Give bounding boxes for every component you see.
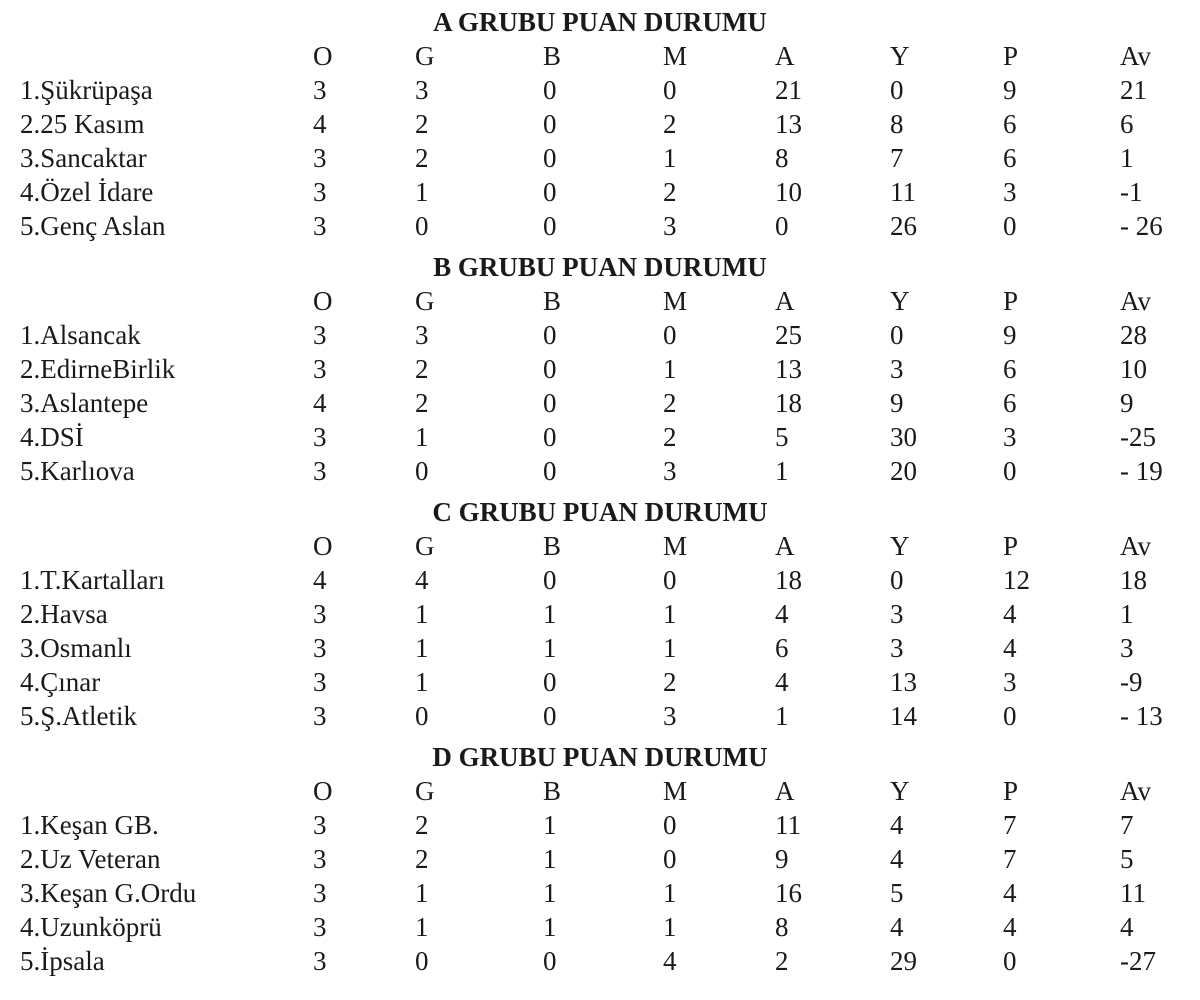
stat-cell: 0 xyxy=(543,565,557,595)
column-header: A xyxy=(775,286,795,316)
stat-cell: 1 xyxy=(1120,599,1134,629)
team-name: 5.Karlıova xyxy=(20,456,135,486)
stat-cell: 9 xyxy=(890,388,904,418)
stat-cell: 4 xyxy=(663,946,677,976)
stat-cell: 1 xyxy=(415,878,429,908)
team-name: 3.Sancaktar xyxy=(20,143,147,173)
stat-cell: 0 xyxy=(543,320,557,350)
stat-cell: 0 xyxy=(415,211,429,241)
stat-cell: 5 xyxy=(1120,844,1134,874)
team-name: 4.Özel İdare xyxy=(20,177,154,207)
stat-cell: 1 xyxy=(663,912,677,942)
stat-cell: 13 xyxy=(775,109,802,139)
stat-cell: 2 xyxy=(663,388,677,418)
stat-cell: 11 xyxy=(775,810,801,840)
column-header: Av xyxy=(1120,776,1151,806)
stat-cell: -27 xyxy=(1120,946,1156,976)
stat-cell: 1 xyxy=(415,667,429,697)
stat-cell: 9 xyxy=(1003,320,1017,350)
stat-cell: 1 xyxy=(663,354,677,384)
stat-cell: 1 xyxy=(415,599,429,629)
stat-cell: 3 xyxy=(313,633,327,663)
stat-cell: 4 xyxy=(1003,878,1017,908)
stat-cell: 3 xyxy=(313,456,327,486)
stat-cell: 0 xyxy=(663,810,677,840)
table-row xyxy=(0,421,1200,453)
stat-cell: 4 xyxy=(1003,599,1017,629)
stat-cell: 2 xyxy=(415,109,429,139)
team-name: 4.Çınar xyxy=(20,667,101,697)
table-row xyxy=(0,387,1200,419)
stat-cell: 8 xyxy=(890,109,904,139)
stat-cell: 20 xyxy=(890,456,917,486)
stat-cell: 3 xyxy=(313,177,327,207)
stat-cell: 0 xyxy=(543,456,557,486)
stat-cell: 10 xyxy=(775,177,802,207)
stat-cell: 3 xyxy=(313,599,327,629)
table-row xyxy=(0,911,1200,943)
stat-cell: 3 xyxy=(313,912,327,942)
stat-cell: 6 xyxy=(1120,109,1134,139)
stat-cell: 4 xyxy=(1003,633,1017,663)
column-header: A xyxy=(775,776,795,806)
stat-cell: 25 xyxy=(775,320,802,350)
stat-cell: 3 xyxy=(663,456,677,486)
team-name: 1.Alsancak xyxy=(20,320,141,350)
stat-cell: 16 xyxy=(775,878,802,908)
column-header: Y xyxy=(890,286,910,316)
column-header: B xyxy=(543,776,562,806)
stat-cell: 3 xyxy=(890,633,904,663)
column-header: B xyxy=(543,286,562,316)
stat-cell: 6 xyxy=(1003,388,1017,418)
stat-cell: 3 xyxy=(1003,422,1017,452)
stat-cell: 8 xyxy=(775,912,789,942)
table-row xyxy=(0,353,1200,385)
stat-cell: 9 xyxy=(1120,388,1134,418)
stat-cell: 0 xyxy=(1003,456,1017,486)
column-header: Y xyxy=(890,776,910,806)
stat-cell: 0 xyxy=(1003,701,1017,731)
stat-cell: - 26 xyxy=(1120,211,1163,241)
stat-cell: 4 xyxy=(775,667,789,697)
column-header-row xyxy=(0,530,1200,562)
stat-cell: 0 xyxy=(1003,211,1017,241)
column-header: G xyxy=(415,776,435,806)
column-header-row xyxy=(0,285,1200,317)
column-header: G xyxy=(415,41,435,71)
stat-cell: 1 xyxy=(543,844,557,874)
column-header: P xyxy=(1003,286,1019,316)
column-header: M xyxy=(663,286,688,316)
stat-cell: 3 xyxy=(415,320,429,350)
stat-cell: 6 xyxy=(1003,143,1017,173)
stat-cell: 0 xyxy=(543,667,557,697)
column-header: Y xyxy=(890,531,910,561)
stat-cell: 3 xyxy=(1003,177,1017,207)
stat-cell: 3 xyxy=(313,354,327,384)
stat-cell: 1 xyxy=(543,633,557,663)
stat-cell: 2 xyxy=(663,422,677,452)
stat-cell: 29 xyxy=(890,946,917,976)
stat-cell: 0 xyxy=(663,844,677,874)
table-row xyxy=(0,564,1200,596)
stat-cell: 3 xyxy=(313,422,327,452)
stat-cell: 1 xyxy=(415,422,429,452)
column-header: P xyxy=(1003,41,1019,71)
stat-cell: 9 xyxy=(1003,75,1017,105)
stat-cell: 1 xyxy=(543,878,557,908)
stat-cell: 0 xyxy=(775,211,789,241)
stat-cell: 0 xyxy=(543,75,557,105)
column-header: B xyxy=(543,531,562,561)
stat-cell: 18 xyxy=(1120,565,1147,595)
stat-cell: - 19 xyxy=(1120,456,1163,486)
stat-cell: 4 xyxy=(313,109,327,139)
table-row xyxy=(0,945,1200,977)
table-row xyxy=(0,319,1200,351)
stat-cell: 2 xyxy=(663,667,677,697)
stat-cell: 18 xyxy=(775,565,802,595)
stat-cell: 14 xyxy=(890,701,917,731)
stat-cell: 1 xyxy=(415,633,429,663)
stat-cell: 1 xyxy=(663,878,677,908)
stat-cell: 1 xyxy=(1120,143,1134,173)
team-name: 3.Keşan G.Ordu xyxy=(20,878,197,908)
stat-cell: 3 xyxy=(415,75,429,105)
stat-cell: 3 xyxy=(313,701,327,731)
stat-cell: 28 xyxy=(1120,320,1147,350)
stat-cell: 21 xyxy=(775,75,802,105)
table-row xyxy=(0,809,1200,841)
stat-cell: 6 xyxy=(775,633,789,663)
stat-cell: 0 xyxy=(543,946,557,976)
stat-cell: 3 xyxy=(313,320,327,350)
table-row xyxy=(0,176,1200,208)
stat-cell: 0 xyxy=(415,946,429,976)
team-name: 2.EdirneBirlik xyxy=(20,354,176,384)
stat-cell: 0 xyxy=(663,75,677,105)
stat-cell: 4 xyxy=(890,912,904,942)
stat-cell: 0 xyxy=(543,388,557,418)
stat-cell: 1 xyxy=(663,599,677,629)
stat-cell: 0 xyxy=(543,143,557,173)
stat-cell: 6 xyxy=(1003,109,1017,139)
stat-cell: 3 xyxy=(313,878,327,908)
stat-cell: 0 xyxy=(543,701,557,731)
stat-cell: 3 xyxy=(313,667,327,697)
stat-cell: 3 xyxy=(1003,667,1017,697)
table-row xyxy=(0,74,1200,106)
stat-cell: 3 xyxy=(313,810,327,840)
column-header-row xyxy=(0,775,1200,807)
stat-cell: 2 xyxy=(415,354,429,384)
stat-cell: 8 xyxy=(775,143,789,173)
column-header: O xyxy=(313,776,333,806)
team-name: 2.25 Kasım xyxy=(20,109,145,139)
stat-cell: 0 xyxy=(543,109,557,139)
team-name: 3.Osmanlı xyxy=(20,633,132,663)
stat-cell: 0 xyxy=(890,75,904,105)
column-header: Av xyxy=(1120,286,1151,316)
table-row xyxy=(0,843,1200,875)
team-name: 1.Keşan GB. xyxy=(20,810,159,840)
stat-cell: 0 xyxy=(543,211,557,241)
table-row xyxy=(0,142,1200,174)
stat-cell: 3 xyxy=(313,844,327,874)
table-row xyxy=(0,700,1200,732)
stat-cell: 3 xyxy=(313,211,327,241)
stat-cell: 1 xyxy=(543,912,557,942)
stat-cell: 4 xyxy=(1120,912,1134,942)
stat-cell: 1 xyxy=(775,456,789,486)
stat-cell: 7 xyxy=(890,143,904,173)
stat-cell: 3 xyxy=(313,75,327,105)
team-name: 2.Uz Veteran xyxy=(20,844,161,874)
stat-cell: 1 xyxy=(775,701,789,731)
column-header: G xyxy=(415,531,435,561)
stat-cell: 3 xyxy=(663,211,677,241)
stat-cell: 12 xyxy=(1003,565,1030,595)
stat-cell: 30 xyxy=(890,422,917,452)
team-name: 5.Genç Aslan xyxy=(20,211,166,241)
column-header: P xyxy=(1003,531,1019,561)
stat-cell: 0 xyxy=(415,456,429,486)
stat-cell: 7 xyxy=(1003,810,1017,840)
stat-cell: 3 xyxy=(890,354,904,384)
stat-cell: 11 xyxy=(1120,878,1146,908)
column-header: Av xyxy=(1120,41,1151,71)
team-name: 2.Havsa xyxy=(20,599,108,629)
stat-cell: 2 xyxy=(415,810,429,840)
column-header: B xyxy=(543,41,562,71)
column-header: Y xyxy=(890,41,910,71)
stat-cell: -25 xyxy=(1120,422,1156,452)
stat-cell: 11 xyxy=(890,177,916,207)
stat-cell: 2 xyxy=(663,109,677,139)
team-name: 3.Aslantepe xyxy=(20,388,149,418)
stat-cell: 2 xyxy=(415,143,429,173)
stat-cell: 1 xyxy=(415,912,429,942)
stat-cell: 0 xyxy=(543,422,557,452)
stat-cell: 1 xyxy=(663,633,677,663)
stat-cell: 0 xyxy=(543,177,557,207)
stat-cell: 7 xyxy=(1120,810,1134,840)
stat-cell: 4 xyxy=(415,565,429,595)
stat-cell: 6 xyxy=(1003,354,1017,384)
team-name: 4.Uzunköprü xyxy=(20,912,162,942)
stat-cell: 0 xyxy=(1003,946,1017,976)
column-header: P xyxy=(1003,776,1019,806)
group-title: D GRUBU PUAN DURUMU xyxy=(432,742,768,772)
stat-cell: 21 xyxy=(1120,75,1147,105)
stat-cell: 3 xyxy=(1120,633,1134,663)
stat-cell: 4 xyxy=(313,565,327,595)
stat-cell: 18 xyxy=(775,388,802,418)
team-name: 1.Şükrüpaşa xyxy=(20,75,153,105)
team-name: 5.Ş.Atletik xyxy=(20,701,138,731)
stat-cell: -9 xyxy=(1120,667,1143,697)
column-header: O xyxy=(313,41,333,71)
stat-cell: 0 xyxy=(663,565,677,595)
table-row xyxy=(0,598,1200,630)
stat-cell: 0 xyxy=(415,701,429,731)
stat-cell: 4 xyxy=(775,599,789,629)
stat-cell: 3 xyxy=(313,946,327,976)
stat-cell: 3 xyxy=(663,701,677,731)
stat-cell: 9 xyxy=(775,844,789,874)
stat-cell: 7 xyxy=(1003,844,1017,874)
stat-cell: - 13 xyxy=(1120,701,1163,731)
stat-cell: 3 xyxy=(890,599,904,629)
stat-cell: 2 xyxy=(415,388,429,418)
table-row xyxy=(0,455,1200,487)
stat-cell: 1 xyxy=(415,177,429,207)
stat-cell: 4 xyxy=(313,388,327,418)
column-header: O xyxy=(313,531,333,561)
group-title: B GRUBU PUAN DURUMU xyxy=(433,252,767,282)
stat-cell: 1 xyxy=(543,810,557,840)
stat-cell: 2 xyxy=(663,177,677,207)
stat-cell: 1 xyxy=(663,143,677,173)
stat-cell: 26 xyxy=(890,211,917,241)
stat-cell: 4 xyxy=(890,810,904,840)
stat-cell: -1 xyxy=(1120,177,1143,207)
column-header: A xyxy=(775,41,795,71)
stat-cell: 1 xyxy=(543,599,557,629)
stat-cell: 2 xyxy=(775,946,789,976)
table-row xyxy=(0,210,1200,242)
table-row xyxy=(0,666,1200,698)
column-header: G xyxy=(415,286,435,316)
table-row xyxy=(0,632,1200,664)
stat-cell: 3 xyxy=(313,143,327,173)
stat-cell: 5 xyxy=(890,878,904,908)
stat-cell: 0 xyxy=(663,320,677,350)
group-title: C GRUBU PUAN DURUMU xyxy=(432,497,768,527)
stat-cell: 0 xyxy=(890,320,904,350)
column-header: A xyxy=(775,531,795,561)
column-header: O xyxy=(313,286,333,316)
team-name: 4.DSİ xyxy=(20,422,84,452)
stat-cell: 13 xyxy=(775,354,802,384)
group-title: A GRUBU PUAN DURUMU xyxy=(433,7,767,37)
column-header: M xyxy=(663,41,688,71)
column-header: M xyxy=(663,776,688,806)
stat-cell: 2 xyxy=(415,844,429,874)
stat-cell: 0 xyxy=(543,354,557,384)
stat-cell: 10 xyxy=(1120,354,1147,384)
team-name: 5.İpsala xyxy=(20,946,105,976)
table-row xyxy=(0,877,1200,909)
stat-cell: 5 xyxy=(775,422,789,452)
stat-cell: 13 xyxy=(890,667,917,697)
table-row xyxy=(0,108,1200,140)
team-name: 1.T.Kartalları xyxy=(20,565,165,595)
column-header: M xyxy=(663,531,688,561)
stat-cell: 4 xyxy=(890,844,904,874)
stat-cell: 4 xyxy=(1003,912,1017,942)
stat-cell: 0 xyxy=(890,565,904,595)
column-header-row xyxy=(0,40,1200,72)
column-header: Av xyxy=(1120,531,1151,561)
